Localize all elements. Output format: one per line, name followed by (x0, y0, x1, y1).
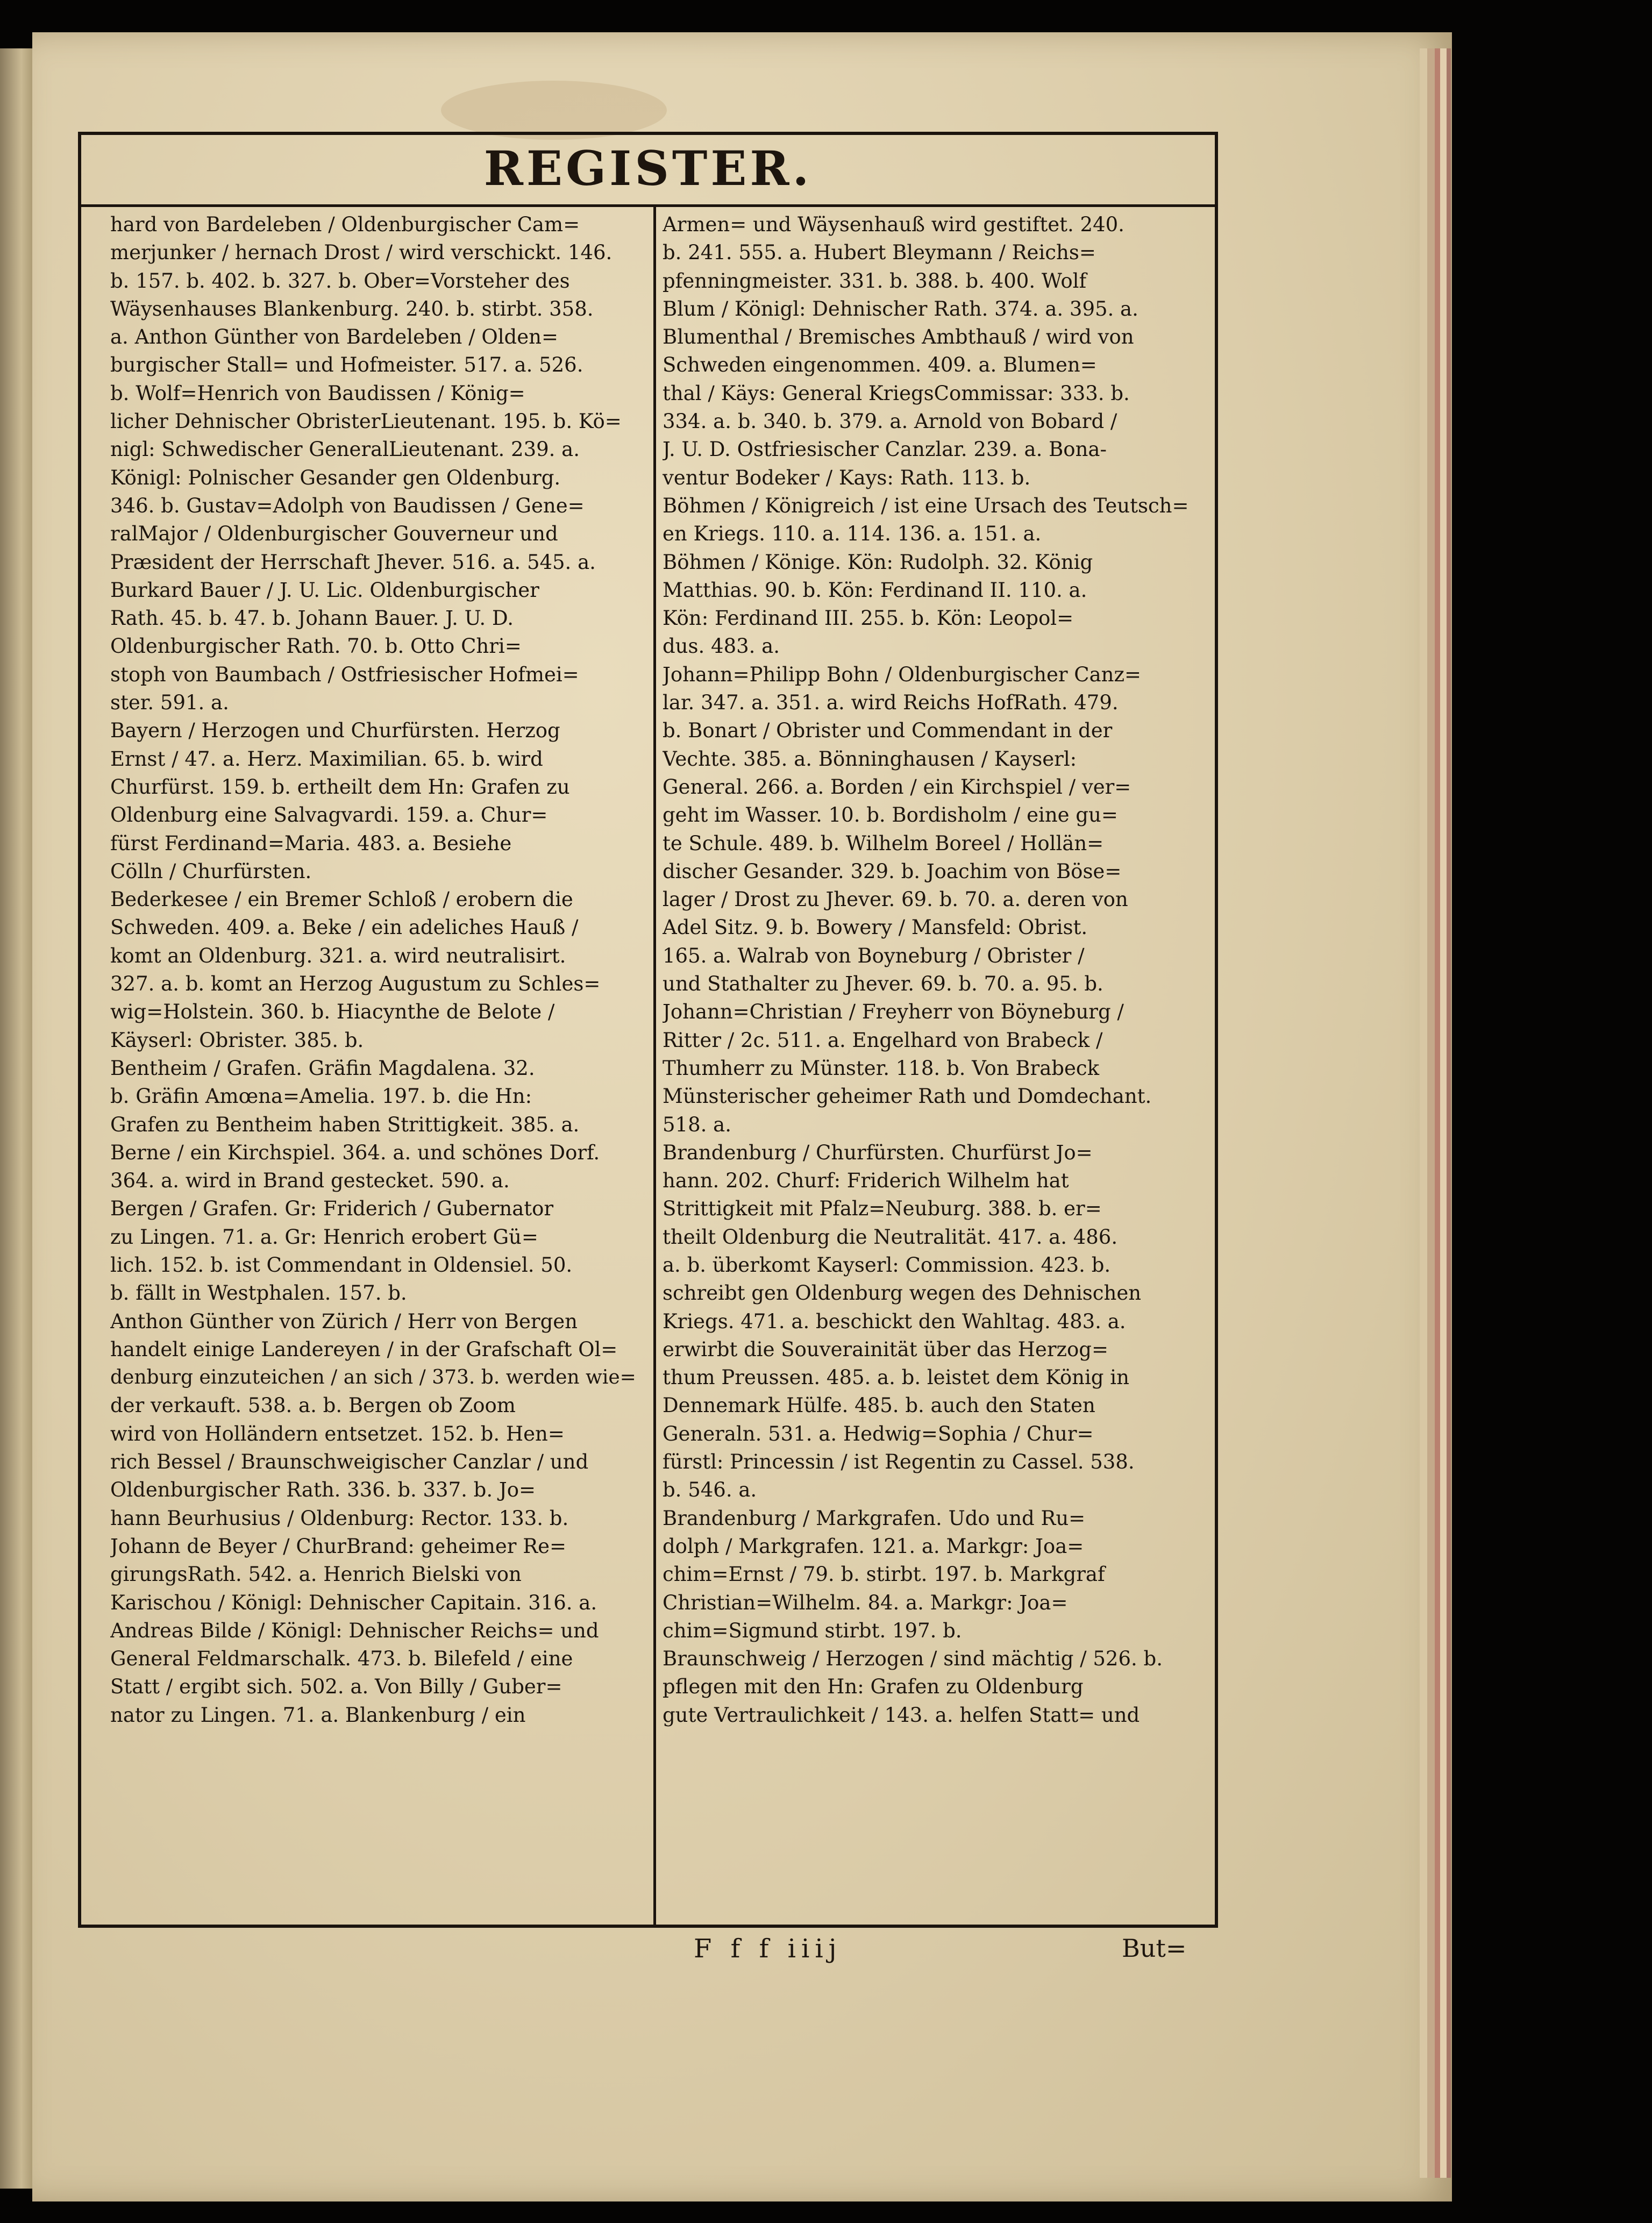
text-line: te Schule. 489. b. Wilhelm Boreel / Hollän= (663, 831, 1104, 855)
text-line: Burkard Bauer / J. U. Lic. Oldenburgischer (110, 578, 539, 602)
text-line: hann Beurhusius / Oldenburg: Rector. 133. b. (110, 1506, 569, 1530)
text-line: Armen= und Wäysenhauß wird gestiftet. 240. (663, 213, 1124, 236)
signature-mark: F f f iiij (694, 1934, 842, 1964)
text-line: fürstl: Princessin / ist Regentin zu Cassel. 538. (663, 1450, 1135, 1474)
text-line: Præsident der Herrschaft Jhever. 516. a. 545. a. (110, 550, 596, 574)
text-line: b. 241. 555. a. Hubert Bleymann / Reichs= (663, 241, 1096, 265)
text-line: ralMajor / Oldenburgischer Gouverneur und (110, 522, 558, 546)
text-line: Bentheim / Grafen. Gräfin Magdalena. 32. (110, 1056, 535, 1080)
text-line: Thumherr zu Münster. 118. b. Von Brabeck (663, 1056, 1100, 1080)
text-line: der verkauft. 538. a. b. Bergen ob Zoom (110, 1394, 516, 1417)
text-line: 518. a. (663, 1113, 731, 1136)
text-line: a. b. überkomt Kayserl: Commission. 423. b. (663, 1253, 1111, 1277)
text-line: nator zu Lingen. 71. a. Blankenburg / ein (110, 1703, 526, 1727)
text-line: Bayern / Herzogen und Churfürsten. Herzog (110, 719, 560, 743)
text-line: lar. 347. a. 351. a. wird Reichs HofRath. 479. (663, 691, 1119, 715)
text-line: b. Bonart / Obrister und Commendant in der (663, 719, 1113, 743)
text-line: Böhmen / Könige. Kön: Rudolph. 32. König (663, 550, 1093, 574)
text-line: Brandenburg / Markgrafen. Udo und Ru= (663, 1506, 1086, 1530)
text-line: b. 546. a. (663, 1478, 757, 1502)
text-line: handelt einige Landereyen / in der Grafschaft Ol= (110, 1337, 618, 1361)
text-line: b. 157. b. 402. b. 327. b. Ober=Vorsteher des (110, 269, 570, 293)
left-column (110, 211, 648, 1729)
text-line: pfenningmeister. 331. b. 388. b. 400. Wolf (663, 269, 1087, 293)
text-line: Braunschweig / Herzogen / sind mächtig / 526. b. (663, 1647, 1163, 1671)
text-line: Johann de Beyer / ChurBrand: geheimer Re= (110, 1534, 566, 1558)
page-edge-stack (1440, 48, 1447, 2178)
column-divider (653, 207, 656, 1928)
text-line: Vechte. 385. a. Bönninghausen / Kayserl: (663, 747, 1077, 771)
text-line: chim=Ernst / 79. b. stirbt. 197. b. Markgraf (663, 1563, 1105, 1586)
text-line: Anthon Günther von Zürich / Herr von Bergen (110, 1309, 578, 1333)
text-line: thal / Käys: General KriegsCommissar: 333. b. (663, 381, 1130, 405)
text-line: und Stathalter zu Jhever. 69. b. 70. a. 95. b. (663, 972, 1103, 996)
text-line: a. Anthon Günther von Bardeleben / Olden= (110, 325, 558, 349)
text-line: Münsterischer geheimer Rath und Domdechant. (663, 1085, 1152, 1108)
text-line: hard von Bardeleben / Oldenburgischer Cam= (110, 213, 580, 236)
text-line: Wäysenhauses Blankenburg. 240. b. stirbt. 358. (110, 297, 594, 320)
text-line: b. Gräfin Amœna=Amelia. 197. b. die Hn: (110, 1085, 532, 1108)
text-line: Oldenburg eine Salvagvardi. 159. a. Chur= (110, 803, 548, 827)
text-line: General. 266. a. Borden / ein Kirchspiel / ver= (663, 775, 1131, 799)
text-line: burgischer Stall= und Hofmeister. 517. a. 526. (110, 353, 583, 377)
text-line: dolph / Markgrafen. 121. a. Markgr: Joa= (663, 1534, 1084, 1558)
text-line: 334. a. b. 340. b. 379. a. Arnold von Bobard / (663, 410, 1117, 433)
text-line: Johann=Philipp Bohn / Oldenburgischer Canz= (663, 662, 1142, 686)
right-column (663, 211, 1208, 1729)
text-line: 346. b. Gustav=Adolph von Baudissen / Gene= (110, 494, 585, 517)
text-line: denburg einzuteichen / an sich / 373. b. werden wie= (110, 1366, 636, 1389)
text-line: Kön: Ferdinand III. 255. b. Kön: Leopol= (663, 607, 1074, 630)
catchword: But= (1122, 1934, 1187, 1963)
text-line: General Feldmarschalk. 473. b. Bilefeld / eine (110, 1647, 573, 1671)
text-line: Andreas Bilde / Königl: Dehnischer Reichs= und (110, 1619, 599, 1642)
text-line: geht im Wasser. 10. b. Bordisholm / eine gu= (663, 803, 1118, 827)
page-edge-red (1447, 48, 1451, 2178)
text-line: Blumenthal / Bremisches Ambthauß / wird von (663, 325, 1134, 349)
text-line: Blum / Königl: Dehnischer Rath. 374. a. 395. a. (663, 297, 1138, 320)
text-line: girungsRath. 542. a. Henrich Bielski von (110, 1563, 522, 1586)
text-line: theilt Oldenburg die Neutralität. 417. a. 486. (663, 1225, 1118, 1249)
text-line: zu Lingen. 71. a. Gr: Henrich erobert Gü= (110, 1225, 538, 1249)
text-line: ventur Bodeker / Kays: Rath. 113. b. (663, 466, 1031, 489)
text-line: Matthias. 90. b. Kön: Ferdinand II. 110. a. (663, 578, 1087, 602)
text-line: discher Gesander. 329. b. Joachim von Böse= (663, 859, 1122, 883)
text-line: Königl: Polnischer Gesander gen Oldenburg. (110, 466, 561, 489)
text-line: Böhmen / Königreich / ist eine Ursach des Teutsch= (663, 494, 1189, 517)
text-line: komt an Oldenburg. 321. a. wird neutralisirt. (110, 944, 566, 967)
text-line: Cölln / Churfürsten. (110, 859, 312, 883)
text-line: lich. 152. b. ist Commendant in Oldensiel. 50. (110, 1253, 573, 1277)
text-line: Statt / ergibt sich. 502. a. Von Billy / Guber= (110, 1675, 562, 1699)
text-line: Dennemark Hülfe. 485. b. auch den Staten (663, 1394, 1095, 1417)
text-line: 165. a. Walrab von Boyneburg / Obrister / (663, 944, 1085, 967)
text-line: Brandenburg / Churfürsten. Churfürst Jo= (663, 1141, 1093, 1164)
text-line: hann. 202. Churf: Friderich Wilhelm hat (663, 1169, 1069, 1193)
text-line: Generaln. 531. a. Hedwig=Sophia / Chur= (663, 1422, 1094, 1445)
paper-stain (441, 81, 667, 140)
text-line: stoph von Baumbach / Ostfriesischer Hofmei= (110, 662, 579, 686)
text-line: chim=Sigmund stirbt. 197. b. (663, 1619, 962, 1642)
text-line: lager / Drost zu Jhever. 69. b. 70. a. deren von (663, 888, 1128, 911)
text-line: Rath. 45. b. 47. b. Johann Bauer. J. U. D. (110, 607, 514, 630)
text-line: Churfürst. 159. b. ertheilt dem Hn: Grafen zu (110, 775, 570, 799)
text-line: Oldenburgischer Rath. 336. b. 337. b. Jo= (110, 1478, 536, 1502)
text-line: Schweden eingenommen. 409. a. Blumen= (663, 353, 1097, 377)
text-line: Schweden. 409. a. Beke / ein adeliches Hauß / (110, 916, 579, 939)
text-line: thum Preussen. 485. a. b. leistet dem König in (663, 1366, 1129, 1390)
text-line: pflegen mit den Hn: Grafen zu Oldenburg (663, 1675, 1084, 1699)
text-line: Kriegs. 471. a. beschickt den Wahltag. 483. a. (663, 1309, 1126, 1333)
text-line: Christian=Wilhelm. 84. a. Markgr: Joa= (663, 1591, 1068, 1614)
text-line: J. U. D. Ostfriesischer Canzlar. 239. a. Bona- (663, 438, 1107, 461)
text-line: Grafen zu Bentheim haben Strittigkeit. 385. a. (110, 1113, 580, 1136)
text-line: en Kriegs. 110. a. 114. 136. a. 151. a. (663, 522, 1042, 546)
text-line: dus. 483. a. (663, 635, 780, 658)
text-line: ster. 591. a. (110, 691, 229, 715)
text-line: Karischou / Königl: Dehnischer Capitain. 316. a. (110, 1591, 597, 1614)
text-line: 327. a. b. komt an Herzog Augustum zu Schles= (110, 972, 601, 996)
text-line: Bergen / Grafen. Gr: Friderich / Gubernator (110, 1197, 554, 1221)
text-line: Ernst / 47. a. Herz. Maximilian. 65. b. wird (110, 747, 543, 771)
text-line: nigl: Schwedischer GeneralLieutenant. 239. a. (110, 438, 580, 461)
text-line: rich Bessel / Braunschweigischer Canzlar / und (110, 1450, 589, 1474)
text-line: Johann=Christian / Freyherr von Böyneburg / (663, 1000, 1124, 1024)
text-line: gute Vertraulichkeit / 143. a. helfen Statt= und (663, 1703, 1140, 1727)
left-page-edge (0, 48, 35, 2189)
text-line: licher Dehnischer ObristerLieutenant. 195. b. Kö= (110, 410, 622, 433)
page-edge-stack (1427, 48, 1435, 2178)
text-line: Käyserl: Obrister. 385. b. (110, 1028, 364, 1052)
text-line: Adel Sitz. 9. b. Bowery / Mansfeld: Obrist. (663, 916, 1088, 939)
text-line: 364. a. wird in Brand gestecket. 590. a. (110, 1169, 510, 1193)
page-edge-stack (1420, 48, 1427, 2178)
text-line: Berne / ein Kirchspiel. 364. a. und schönes Dorf. (110, 1141, 600, 1164)
text-line: schreibt gen Oldenburg wegen des Dehnischen (663, 1281, 1142, 1305)
text-line: Bederkesee / ein Bremer Schloß / erobern die (110, 888, 573, 911)
page-edge-red (1435, 48, 1440, 2178)
header-rule (78, 204, 1218, 207)
text-line: b. fällt in Westphalen. 157. b. (110, 1281, 407, 1305)
text-line: Ritter / 2c. 511. a. Engelhard von Brabeck / (663, 1028, 1103, 1052)
text-line: Oldenburgischer Rath. 70. b. Otto Chri= (110, 635, 522, 658)
text-line: Strittigkeit mit Pfalz=Neuburg. 388. b. er= (663, 1197, 1102, 1221)
text-line: b. Wolf=Henrich von Baudissen / König= (110, 381, 525, 405)
text-line: fürst Ferdinand=Maria. 483. a. Besiehe (110, 831, 512, 855)
text-line: wig=Holstein. 360. b. Hiacynthe de Belote / (110, 1000, 555, 1024)
text-line: merjunker / hernach Drost / wird verschickt. 146. (110, 241, 613, 265)
text-line: wird von Holländern entsetzet. 152. b. Hen= (110, 1422, 565, 1445)
text-line: erwirbt die Souverainität über das Herzog= (663, 1337, 1108, 1361)
running-head: REGISTER. (483, 140, 813, 196)
